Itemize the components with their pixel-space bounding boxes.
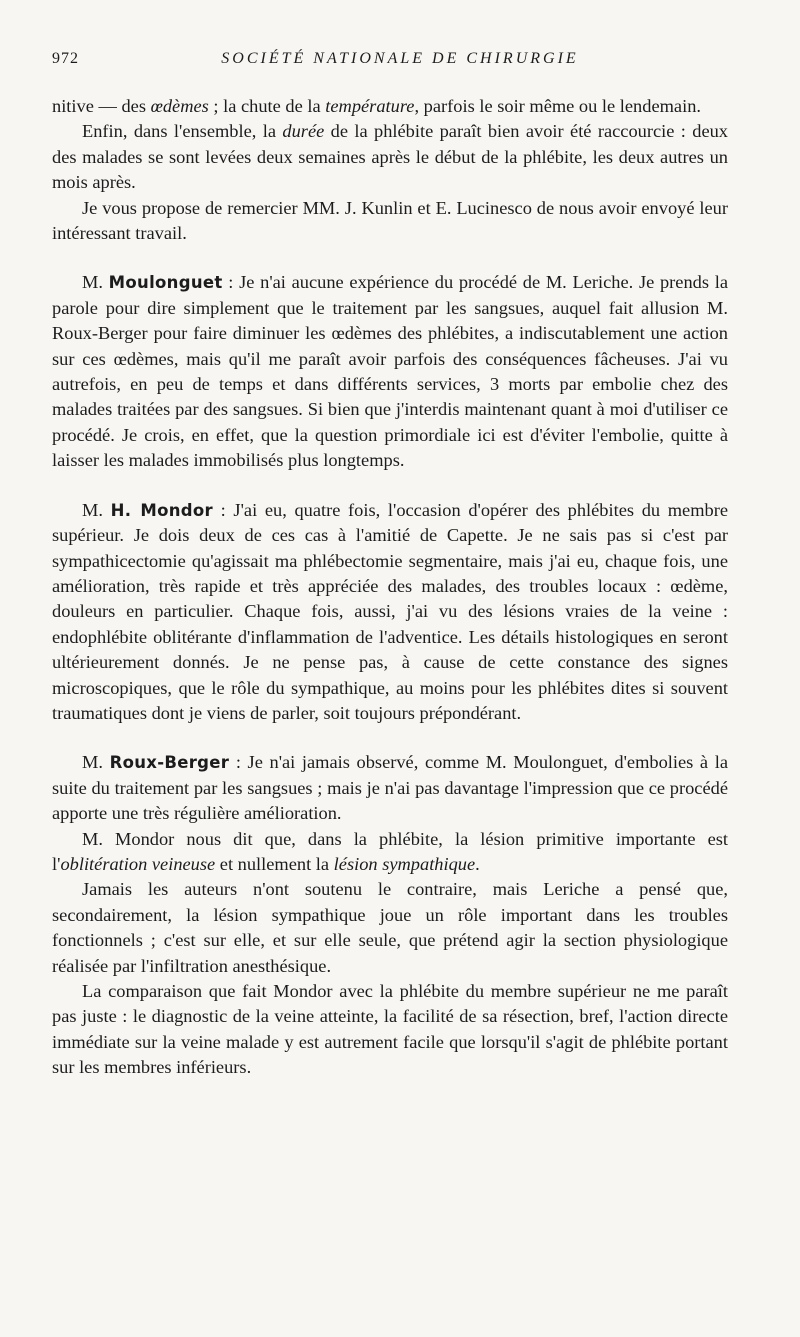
paragraph-gap — [52, 246, 728, 270]
italic-term: durée — [282, 121, 325, 142]
italic-term: œdèmes — [150, 96, 209, 116]
paragraph-duration — [52, 119, 728, 195]
page-body — [52, 94, 728, 1081]
paragraph-gap — [52, 474, 728, 498]
text-run: Enfin, dans l'ensemble, la — [82, 121, 283, 142]
text-run: : Je n'ai aucune expérience du procédé de M. Leriche. Je prends la parole pour dire simplement que le traitement par les sangsues, auquel fait allusion M. Roux-Berger pour faire diminuer les œdèmes des phlébites, a indiscutablement une action sur ces œdèmes, mais qu'il me paraît avoir parfois des conséquences fâcheuses. J'ai vu autrefois, en peu de temps et dans différents services, 3 morts par embolie chez des malades traitées par des sangsues. Si bien que j'interdis maintenant quant à moi d'utiliser ce procédé. Je crois, en effet, que la question primordiale ici est d'éviter l'embolie, quitte à laisser les malades immobilisés plus longtemps. — [52, 272, 728, 471]
paragraph-leriche: Jamais les auteurs n'ont soutenu le contraire, mais Leriche a pensé que, secondairement, la lésion sympathique joue un rôle important dans les troubles fonctionnels ; c'est sur elle, et sur elle seule, que prétend agir la section physiologique réalisée par l'infiltration anesthésique. — [52, 879, 728, 976]
paragraph-mondor-reply — [52, 827, 728, 878]
italic-term: oblitération veineuse — [60, 853, 216, 874]
text-run: M. Mondor nous dit que, dans la phlébite, la lésion primitive importante est l' — [52, 828, 728, 874]
italic-term: lésion sympathique — [333, 853, 476, 874]
text-run: M. — [82, 272, 109, 293]
running-title: SOCIÉTÉ NATIONALE DE CHIRURGIE — [221, 50, 579, 67]
paragraph-thanks: Je vous propose de remercier MM. J. Kunlin et E. Lucinesco de nous avoir envoyé leur intéressant travail. — [52, 197, 728, 244]
paragraph-mondor — [52, 498, 728, 727]
text-run: et nullement la — [215, 853, 334, 874]
paragraph-gap — [52, 726, 728, 750]
paragraph-moulonguet — [52, 270, 728, 473]
page-header — [52, 50, 748, 76]
text-run: : J'ai eu, quatre fois, l'occasion d'opérer des phlébites du membre supérieur. Je dois deux de ces cas à l'amitié de Capette. Je ne sais pas si c'est par sympathicectomie qu'agissait ma phlébectomie segmentaire, mais j'ai eu, chaque fois, une amélioration, très rapide et très appréciée des malades, des troubles locaux : œdème, douleurs en particulier. Chaque fois, aussi, j'ai vu des lésions vraies de la veine : endophlébite oblitérante d'inflammation de l'adventice. Les détails histologiques en seront ultérieurement donnés. Je ne pense pas, à cause de cette constance des signes microscopiques, que le rôle du sympathique, au moins pour les phlébites dites si souvent traumatiques dont je viens de parler, soit toujours prépondérant. — [52, 499, 728, 723]
text-run: . — [475, 853, 480, 874]
speaker-name: Moulonguet — [108, 273, 223, 293]
speaker-name: H. Mondor — [110, 500, 213, 520]
page-number: 972 — [52, 50, 79, 67]
text-run: de la phlébite paraît bien avoir été raccourcie : deux des malades se sont levées deux semaines après le début de la phlébite, les deux autres un mois après. — [52, 121, 728, 193]
text-run: M. — [82, 752, 110, 773]
paragraph-comparison: La comparaison que fait Mondor avec la phlébite du membre supérieur ne me paraît pas juste : le diagnostic de la veine atteinte, la facilité de sa résection, bref, l'action directe immédiate sur la veine malade y est autrement facile que lorsqu'il s'agit de phlébite portant sur les membres inférieurs. — [52, 981, 728, 1078]
italic-term: température — [325, 96, 415, 116]
paragraph-roux-berger — [52, 750, 728, 826]
text-run: nitive — des — [52, 96, 151, 116]
text-run: , parfois le soir même ou le lendemain. — [414, 96, 701, 116]
text-run: : Je n'ai jamais observé, comme M. Moulonguet, d'embolies à la suite du traitement par les sangsues ; mais je n'ai pas davantage l'impression que ce procédé apporte une très régulière amélioration. — [52, 752, 728, 824]
text-run: ; la chute de la — [208, 96, 326, 116]
text-run: M. — [82, 499, 111, 520]
paragraph-continuation — [52, 94, 728, 119]
speaker-name: Roux-Berger — [109, 753, 230, 773]
